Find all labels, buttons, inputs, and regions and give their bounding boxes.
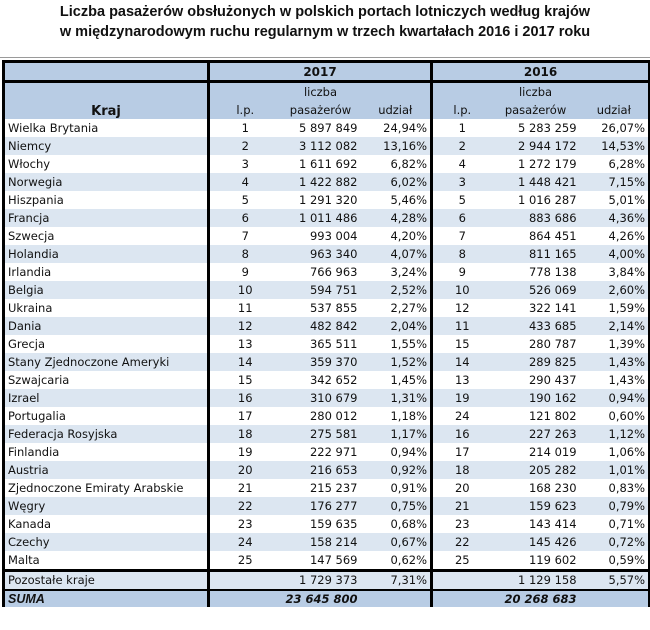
rank-2016: 8 <box>432 245 492 263</box>
rank-2016: 15 <box>432 335 492 353</box>
header-lp-2017: l.p. <box>209 100 281 119</box>
rank-2016: 25 <box>432 551 492 571</box>
table-row <box>4 335 650 353</box>
table-row <box>4 407 650 425</box>
header-sub-row-1 <box>4 82 650 101</box>
rest-row <box>4 571 650 591</box>
rest-share-2017: 7,31% <box>361 571 432 591</box>
country-name: Izrael <box>4 389 209 407</box>
passengers-2017: 537 855 <box>281 299 361 317</box>
share-2016: 7,15% <box>580 173 650 191</box>
share-2016: 2,60% <box>580 281 650 299</box>
total-lp-2017 <box>209 590 281 607</box>
share-2016: 2,14% <box>580 317 650 335</box>
share-2017: 2,52% <box>361 281 432 299</box>
passengers-2017: 1 011 486 <box>281 209 361 227</box>
table-row <box>4 461 650 479</box>
rank-2017: 18 <box>209 425 281 443</box>
rank-2016: 11 <box>432 317 492 335</box>
passengers-2017: 275 581 <box>281 425 361 443</box>
share-2017: 0,75% <box>361 497 432 515</box>
rank-2017: 6 <box>209 209 281 227</box>
rank-2016: 18 <box>432 461 492 479</box>
share-2016: 1,43% <box>580 371 650 389</box>
passengers-2017: 1 291 320 <box>281 191 361 209</box>
country-name: Austria <box>4 461 209 479</box>
share-2016: 1,06% <box>580 443 650 461</box>
passengers-2016: 121 802 <box>492 407 580 425</box>
passengers-2017: 963 340 <box>281 245 361 263</box>
passengers-2016: 1 448 421 <box>492 173 580 191</box>
share-2017: 1,45% <box>361 371 432 389</box>
rank-2016: 2 <box>432 137 492 155</box>
rank-2017: 11 <box>209 299 281 317</box>
passengers-2016: 289 825 <box>492 353 580 371</box>
passengers-2016: 190 162 <box>492 389 580 407</box>
rank-2017: 8 <box>209 245 281 263</box>
header-year-row <box>4 62 650 82</box>
passengers-2016: 145 426 <box>492 533 580 551</box>
total-pax-2016: 20 268 683 <box>492 590 580 607</box>
table-row <box>4 515 650 533</box>
country-name: Irlandia <box>4 263 209 281</box>
passengers-2017: 1 422 882 <box>281 173 361 191</box>
rank-2016: 19 <box>432 389 492 407</box>
passengers-2016: 1 016 287 <box>492 191 580 209</box>
passengers-2017: 766 963 <box>281 263 361 281</box>
title-line-1: Liczba pasażerów obsłużonych w polskich portach lotniczych według krajów <box>59 4 591 20</box>
country-name: Hiszpania <box>4 191 209 209</box>
passengers-2017: 594 751 <box>281 281 361 299</box>
header-lp-2016: l.p. <box>432 100 492 119</box>
passengers-2017: 1 611 692 <box>281 155 361 173</box>
country-name: Malta <box>4 551 209 571</box>
passengers-2016: 214 019 <box>492 443 580 461</box>
country-name: Zjednoczone Emiraty Arabskie <box>4 479 209 497</box>
country-name: Stany Zjednoczone Ameryki <box>4 353 209 371</box>
rank-2017: 14 <box>209 353 281 371</box>
rest-lp-2016 <box>432 571 492 591</box>
share-2016: 0,72% <box>580 533 650 551</box>
country-name: Portugalia <box>4 407 209 425</box>
passengers-2016: 5 283 259 <box>492 119 580 137</box>
rest-pax-2016: 1 129 158 <box>492 571 580 591</box>
table-row <box>4 209 650 227</box>
passengers-2016: 290 437 <box>492 371 580 389</box>
share-2016: 1,39% <box>580 335 650 353</box>
share-2017: 0,67% <box>361 533 432 551</box>
passengers-2016: 143 414 <box>492 515 580 533</box>
passengers-2016: 1 272 179 <box>492 155 580 173</box>
rank-2016: 24 <box>432 407 492 425</box>
rank-2017: 4 <box>209 173 281 191</box>
share-2016: 0,71% <box>580 515 650 533</box>
rank-2016: 14 <box>432 353 492 371</box>
rank-2017: 21 <box>209 479 281 497</box>
passengers-2017: 216 653 <box>281 461 361 479</box>
passengers-2017: 159 635 <box>281 515 361 533</box>
table-row <box>4 317 650 335</box>
header-blank <box>209 82 281 101</box>
share-2017: 1,31% <box>361 389 432 407</box>
rank-2016: 7 <box>432 227 492 245</box>
header-year-2016: 2016 <box>432 62 650 82</box>
share-2017: 1,18% <box>361 407 432 425</box>
share-2016: 0,79% <box>580 497 650 515</box>
country-name: Szwajcaria <box>4 371 209 389</box>
rank-2016: 22 <box>432 533 492 551</box>
country-name: Dania <box>4 317 209 335</box>
header-share-2016: udział <box>580 100 650 119</box>
rank-2016: 10 <box>432 281 492 299</box>
passengers-2017: 5 897 849 <box>281 119 361 137</box>
rank-2017: 22 <box>209 497 281 515</box>
header-empty-cell <box>4 62 209 82</box>
rank-2017: 1 <box>209 119 281 137</box>
share-2016: 1,59% <box>580 299 650 317</box>
share-2017: 1,52% <box>361 353 432 371</box>
country-name: Węgry <box>4 497 209 515</box>
rank-2017: 5 <box>209 191 281 209</box>
share-2017: 1,55% <box>361 335 432 353</box>
rank-2016: 6 <box>432 209 492 227</box>
passengers-2017: 176 277 <box>281 497 361 515</box>
total-share-2016 <box>580 590 650 607</box>
passengers-2017: 222 971 <box>281 443 361 461</box>
passengers-2017: 158 214 <box>281 533 361 551</box>
header-country: Kraj <box>4 82 209 120</box>
share-2017: 1,17% <box>361 425 432 443</box>
share-2016: 1,43% <box>580 353 650 371</box>
header-blank <box>361 82 432 101</box>
share-2017: 2,04% <box>361 317 432 335</box>
rank-2017: 2 <box>209 137 281 155</box>
share-2016: 6,28% <box>580 155 650 173</box>
country-name: Kanada <box>4 515 209 533</box>
rank-2017: 20 <box>209 461 281 479</box>
country-name: Belgia <box>4 281 209 299</box>
share-2016: 0,60% <box>580 407 650 425</box>
header-passengers-line2-2016: pasażerów <box>492 100 580 119</box>
rank-2017: 23 <box>209 515 281 533</box>
rest-share-2016: 5,57% <box>580 571 650 591</box>
rank-2017: 12 <box>209 317 281 335</box>
header-blank <box>432 82 492 101</box>
table-row <box>4 263 650 281</box>
share-2016: 0,59% <box>580 551 650 571</box>
table-row <box>4 443 650 461</box>
passengers-2016: 227 263 <box>492 425 580 443</box>
share-2016: 14,53% <box>580 137 650 155</box>
share-2016: 4,26% <box>580 227 650 245</box>
passenger-table <box>2 60 650 607</box>
rank-2017: 17 <box>209 407 281 425</box>
share-2016: 26,07% <box>580 119 650 137</box>
passengers-2017: 993 004 <box>281 227 361 245</box>
table-row <box>4 299 650 317</box>
passengers-2017: 147 569 <box>281 551 361 571</box>
total-row <box>4 590 650 607</box>
passengers-2016: 883 686 <box>492 209 580 227</box>
passengers-2016: 811 165 <box>492 245 580 263</box>
passengers-2016: 433 685 <box>492 317 580 335</box>
share-2017: 4,28% <box>361 209 432 227</box>
share-2016: 3,84% <box>580 263 650 281</box>
share-2017: 5,46% <box>361 191 432 209</box>
share-2017: 24,94% <box>361 119 432 137</box>
share-2017: 6,82% <box>361 155 432 173</box>
rank-2016: 12 <box>432 299 492 317</box>
country-name: Czechy <box>4 533 209 551</box>
table-row <box>4 389 650 407</box>
table-row <box>4 173 650 191</box>
passengers-2016: 864 451 <box>492 227 580 245</box>
divider <box>0 57 650 58</box>
country-name: Grecja <box>4 335 209 353</box>
country-name: Szwecja <box>4 227 209 245</box>
share-2017: 13,16% <box>361 137 432 155</box>
rank-2016: 13 <box>432 371 492 389</box>
share-2016: 4,00% <box>580 245 650 263</box>
rank-2017: 3 <box>209 155 281 173</box>
passengers-2017: 215 237 <box>281 479 361 497</box>
rank-2017: 24 <box>209 533 281 551</box>
share-2017: 0,91% <box>361 479 432 497</box>
share-2017: 0,92% <box>361 461 432 479</box>
total-pax-2017: 23 645 800 <box>281 590 361 607</box>
table-row <box>4 551 650 571</box>
passengers-2017: 310 679 <box>281 389 361 407</box>
share-2016: 1,01% <box>580 461 650 479</box>
passengers-2017: 342 652 <box>281 371 361 389</box>
share-2017: 0,62% <box>361 551 432 571</box>
passengers-2016: 322 141 <box>492 299 580 317</box>
share-2017: 4,07% <box>361 245 432 263</box>
rank-2016: 23 <box>432 515 492 533</box>
country-name: Holandia <box>4 245 209 263</box>
passengers-2016: 280 787 <box>492 335 580 353</box>
share-2017: 0,68% <box>361 515 432 533</box>
country-name: Niemcy <box>4 137 209 155</box>
rank-2016: 17 <box>432 443 492 461</box>
header-passengers-line1-2017: liczba <box>281 82 361 101</box>
rank-2017: 9 <box>209 263 281 281</box>
rank-2017: 10 <box>209 281 281 299</box>
share-2017: 3,24% <box>361 263 432 281</box>
rank-2017: 15 <box>209 371 281 389</box>
share-2016: 0,94% <box>580 389 650 407</box>
rank-2016: 3 <box>432 173 492 191</box>
table-row <box>4 533 650 551</box>
share-2017: 6,02% <box>361 173 432 191</box>
country-name: Francja <box>4 209 209 227</box>
share-2016: 0,83% <box>580 479 650 497</box>
share-2017: 2,27% <box>361 299 432 317</box>
passengers-2017: 482 842 <box>281 317 361 335</box>
country-name: Wielka Brytania <box>4 119 209 137</box>
share-2016: 1,12% <box>580 425 650 443</box>
rank-2016: 9 <box>432 263 492 281</box>
passengers-2017: 280 012 <box>281 407 361 425</box>
rank-2016: 5 <box>432 191 492 209</box>
table-row <box>4 497 650 515</box>
country-name: Federacja Rosyjska <box>4 425 209 443</box>
share-2017: 0,94% <box>361 443 432 461</box>
rank-2016: 1 <box>432 119 492 137</box>
table-row <box>4 425 650 443</box>
table-row <box>4 281 650 299</box>
passengers-2017: 3 112 082 <box>281 137 361 155</box>
rank-2017: 25 <box>209 551 281 571</box>
passengers-2016: 168 230 <box>492 479 580 497</box>
table-row <box>4 227 650 245</box>
total-lp-2016 <box>432 590 492 607</box>
country-name: Ukraina <box>4 299 209 317</box>
share-2016: 4,36% <box>580 209 650 227</box>
header-passengers-line2-2017: pasażerów <box>281 100 361 119</box>
table-row <box>4 191 650 209</box>
passengers-2016: 159 623 <box>492 497 580 515</box>
passengers-2017: 359 370 <box>281 353 361 371</box>
header-share-2017: udział <box>361 100 432 119</box>
table-row <box>4 353 650 371</box>
table-row <box>4 479 650 497</box>
table-row <box>4 155 650 173</box>
rank-2016: 21 <box>432 497 492 515</box>
share-2017: 4,20% <box>361 227 432 245</box>
rank-2016: 16 <box>432 425 492 443</box>
table-row <box>4 119 650 137</box>
title-line-2: w międzynarodowym ruchu regularnym w trzech kwartałach 2016 i 2017 roku <box>59 24 591 40</box>
table-row <box>4 137 650 155</box>
share-2016: 5,01% <box>580 191 650 209</box>
passengers-2016: 778 138 <box>492 263 580 281</box>
header-year-2017: 2017 <box>209 62 432 82</box>
page-title <box>0 2 650 42</box>
passengers-2016: 526 069 <box>492 281 580 299</box>
rank-2017: 7 <box>209 227 281 245</box>
total-share-2017 <box>361 590 432 607</box>
table-row <box>4 245 650 263</box>
rest-pax-2017: 1 729 373 <box>281 571 361 591</box>
total-label: SUMA <box>4 590 209 607</box>
rank-2016: 20 <box>432 479 492 497</box>
table-row <box>4 371 650 389</box>
country-name: Norwegia <box>4 173 209 191</box>
rank-2017: 13 <box>209 335 281 353</box>
rank-2017: 16 <box>209 389 281 407</box>
country-name: Finlandia <box>4 443 209 461</box>
rank-2017: 19 <box>209 443 281 461</box>
header-blank <box>580 82 650 101</box>
country-name: Włochy <box>4 155 209 173</box>
rest-lp-2017 <box>209 571 281 591</box>
rank-2016: 4 <box>432 155 492 173</box>
passengers-2016: 119 602 <box>492 551 580 571</box>
passengers-2017: 365 511 <box>281 335 361 353</box>
passengers-2016: 205 282 <box>492 461 580 479</box>
header-passengers-line1-2016: liczba <box>492 82 580 101</box>
passengers-2016: 2 944 172 <box>492 137 580 155</box>
rest-label: Pozostałe kraje <box>4 571 209 591</box>
